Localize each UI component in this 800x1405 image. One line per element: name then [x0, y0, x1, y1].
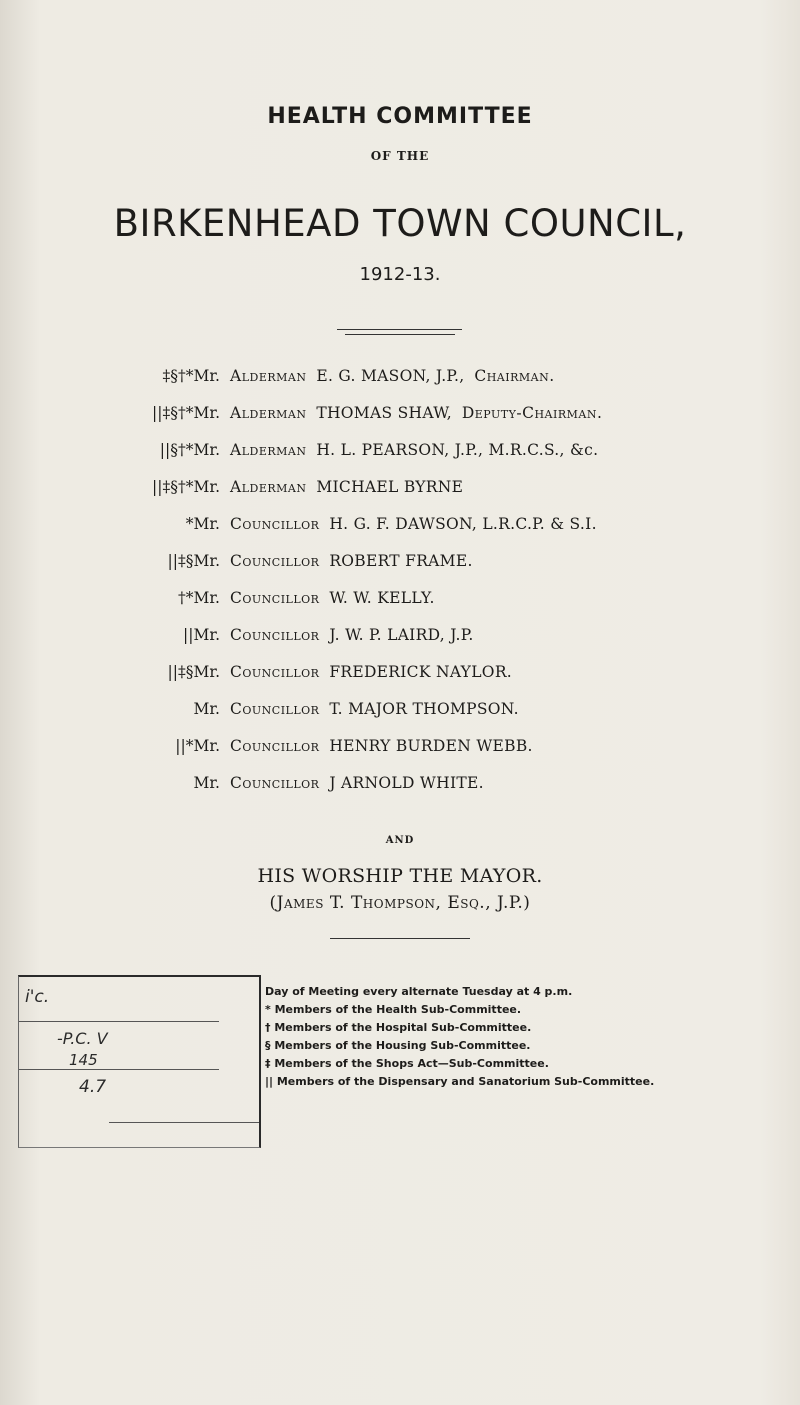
member-row: [0, 441, 800, 478]
member-row: [0, 589, 800, 626]
member-name: J. W. P. LAIRD, J.P.: [329, 626, 474, 644]
handwritten-fragment: -P.C. V: [57, 1029, 108, 1048]
member-role: Alderman: [230, 441, 307, 459]
member-role: Councillor: [230, 589, 320, 607]
handwritten-fragment: i'c.: [25, 987, 50, 1007]
member-row: [0, 626, 800, 663]
handwritten-note-box: [18, 975, 261, 1148]
member-prefix: Mr.: [193, 700, 220, 718]
member-prefix: ||‡§†*Mr.: [152, 478, 220, 496]
note-divider: [109, 1122, 259, 1123]
member-role: Councillor: [230, 515, 320, 533]
legend-item: ‡ Members of the Shops Act—Sub-Committee.: [265, 1057, 549, 1070]
member-prefix: Mr.: [193, 774, 220, 792]
member-role: Alderman: [230, 367, 307, 385]
divider-rule: [337, 329, 462, 330]
member-row: [0, 700, 800, 737]
member-prefix: †*Mr.: [177, 589, 220, 607]
council-title: BIRKENHEAD TOWN COUNCIL,: [113, 202, 687, 245]
legend-item: || Members of the Dispensary and Sanatorium Sub-Committee.: [265, 1075, 655, 1088]
member-row: [0, 774, 800, 811]
legend-item: Day of Meeting every alternate Tuesday at 4 p.m.: [265, 985, 573, 998]
committee-heading: HEALTH COMMITTEE: [267, 104, 533, 129]
member-row: [0, 663, 800, 700]
legend-item: * Members of the Health Sub-Committee.: [265, 1003, 522, 1016]
member-role: Councillor: [230, 700, 320, 718]
member-name: HENRY BURDEN WEBB.: [329, 737, 533, 755]
member-list: [0, 367, 800, 811]
member-role: Councillor: [230, 663, 320, 681]
member-prefix: ||‡§Mr.: [167, 552, 220, 570]
member-name: H. G. F. DAWSON, L.R.C.P. & S.I.: [329, 515, 597, 533]
legend-notes: [265, 985, 795, 1093]
of-the-label: OF THE: [370, 149, 430, 163]
member-name: W. W. KELLY.: [329, 589, 435, 607]
member-name: ROBERT FRAME.: [329, 552, 473, 570]
member-row: [0, 367, 800, 404]
divider-rule-bottom: [330, 938, 470, 939]
member-prefix: ||*Mr.: [175, 737, 220, 755]
member-role: Alderman: [230, 478, 307, 496]
member-role: Councillor: [230, 552, 320, 570]
year-label: 1912-13.: [359, 264, 441, 285]
mayor-name: (James T. Thompson, Esq., J.P.): [269, 893, 531, 913]
member-role: Councillor: [230, 737, 320, 755]
note-divider: [19, 1021, 219, 1022]
legend-item: † Members of the Hospital Sub-Committee.: [265, 1021, 532, 1034]
member-role: Councillor: [230, 774, 320, 792]
divider-rule-secondary: [345, 334, 455, 335]
handwritten-fragment: 4.7: [79, 1077, 107, 1097]
member-name: FREDERICK NAYLOR.: [329, 663, 513, 681]
member-role: Councillor: [230, 626, 320, 644]
legend-item: § Members of the Housing Sub-Committee.: [265, 1039, 531, 1052]
member-prefix: ||‡§Mr.: [167, 663, 220, 681]
member-prefix: ||Mr.: [183, 626, 220, 644]
handwritten-fragment: 145: [69, 1051, 98, 1069]
member-row: [0, 478, 800, 515]
member-prefix: ||§†*Mr.: [159, 441, 220, 459]
mayor-title: HIS WORSHIP THE MAYOR.: [257, 865, 543, 887]
member-prefix: *Mr.: [185, 515, 220, 533]
member-prefix: ‡§†*Mr.: [162, 367, 220, 385]
member-role: Alderman: [230, 404, 307, 422]
member-row: [0, 552, 800, 589]
and-label: AND: [385, 835, 415, 846]
member-name: E. G. MASON, J.P.,: [316, 367, 465, 385]
note-divider: [19, 1069, 219, 1070]
member-name: H. L. PEARSON, J.P., M.R.C.S., &c.: [316, 441, 599, 459]
member-title: Deputy-Chairman.: [461, 404, 603, 422]
member-name: J ARNOLD WHITE.: [329, 774, 484, 792]
member-title: Chairman.: [474, 367, 555, 385]
member-name: THOMAS SHAW,: [316, 404, 452, 422]
member-name: MICHAEL BYRNE: [316, 478, 464, 496]
member-row: [0, 404, 800, 441]
member-row: [0, 515, 800, 552]
member-name: T. MAJOR THOMPSON.: [329, 700, 519, 718]
member-prefix: ||‡§†*Mr.: [152, 404, 220, 422]
member-row: [0, 737, 800, 774]
